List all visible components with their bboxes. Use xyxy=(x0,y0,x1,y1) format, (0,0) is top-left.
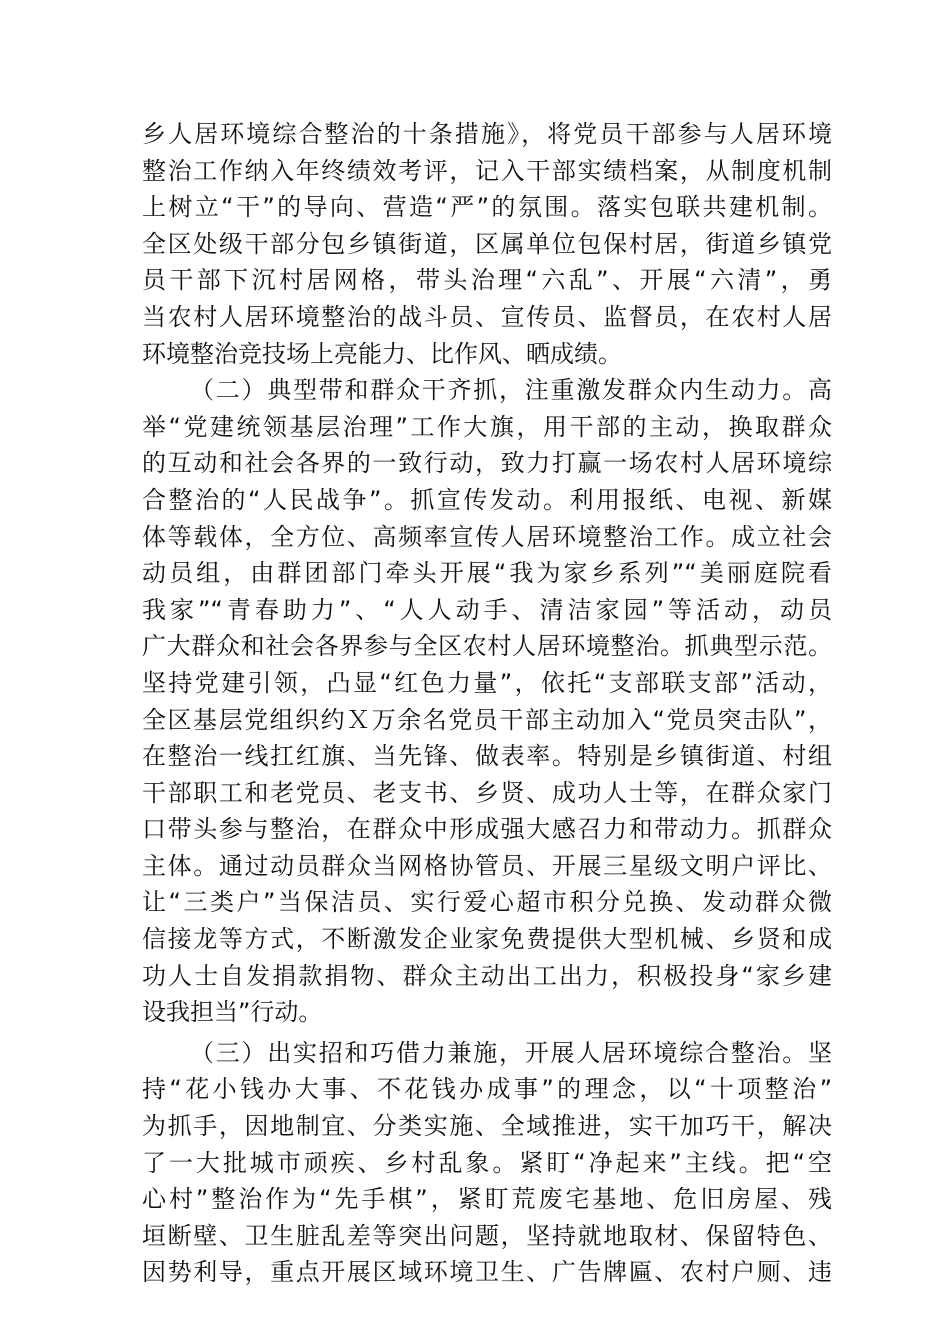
text-line: 动员组，由群团部门牵头开展“我为家乡系列”“美丽庭院看 xyxy=(142,559,832,588)
text-line: 当农村人居环境整治的战斗员、宣传员、监督员，在农村人居 xyxy=(142,302,832,331)
text-line: 让“三类户”当保洁员、实行爱心超市积分兑换、发动群众微 xyxy=(142,888,832,917)
text-line: 全区处级干部分包乡镇街道，区属单位包保村居，街道乡镇党 xyxy=(142,229,832,258)
text-line: 设我担当”行动。 xyxy=(142,998,323,1027)
text-line: 口带头参与整治，在群众中形成强大感召力和带动力。抓群众 xyxy=(142,815,832,844)
text-line: 员干部下沉村居网格，带头治理“六乱”、开展“六清”，勇 xyxy=(142,266,832,295)
section-heading-line: （二）典型带和群众干齐抓，注重激发群众内生动力。高 xyxy=(190,376,832,405)
text-line: 广大群众和社会各界参与全区农村人居环境整治。抓典型示范。 xyxy=(142,632,832,661)
text-line: 整治工作纳入年终绩效考评，记入干部实绩档案，从制度机制 xyxy=(142,156,832,185)
text-line: 功人士自发捐款捐物、群众主动出工出力，积极投身“家乡建 xyxy=(142,961,832,990)
text-line: 信接龙等方式，不断激发企业家免费提供大型机械、乡贤和成 xyxy=(142,925,832,954)
text-line: 坚持党建引领，凸显“红色力量”，依托“支部联支部”活动， xyxy=(142,668,832,697)
text-line: 环境整治竞技场上亮能力、比作风、晒成绩。 xyxy=(142,339,622,368)
paragraph xyxy=(142,116,832,372)
text-line: 的互动和社会各界的一致行动，致力打赢一场农村人居环境综 xyxy=(142,449,832,478)
text-line: 上树立“干”的导向、营造“严”的氛围。落实包联共建机制。 xyxy=(142,193,832,222)
paragraph xyxy=(142,1035,832,1291)
text-line: 持“花小钱办大事、不花钱办成事”的理念，以“十项整治” xyxy=(142,1075,832,1104)
text-line: 主体。通过动员群众当网格协管员、开展三星级文明户评比、 xyxy=(142,851,832,880)
text-line: 全区基层党组织约Ｘ万余名党员干部主动加入“党员突击队”， xyxy=(142,705,832,734)
text-line: 为抓手，因地制宜、分类实施、全域推进，实干加巧干，解决 xyxy=(142,1112,832,1141)
text-line: 乡人居环境综合整治的十条措施》，将党员干部参与人居环境 xyxy=(142,120,832,148)
text-line: 合整治的“人民战争”。抓宣传发动。利用报纸、电视、新媒 xyxy=(142,485,832,514)
section-heading-line: （三）出实招和巧借力兼施，开展人居环境综合整治。坚 xyxy=(190,1038,832,1067)
text-line: 干部职工和老党员、老支书、乡贤、成功人士等，在群众家门 xyxy=(142,778,832,807)
text-line: 了一大批城市顽疾、乡村乱象。紧盯“净起来”主线。把“空 xyxy=(142,1148,832,1177)
text-line: 心村”整治作为“先手棋”，紧盯荒废宅基地、危旧房屋、残 xyxy=(142,1185,832,1214)
paragraph xyxy=(142,372,832,1031)
text-line: 因势利导，重点开展区域环境卫生、广告牌匾、农村户厕、违 xyxy=(142,1258,832,1287)
document-body xyxy=(142,116,832,1291)
text-line: 在整治一线扛红旗、当先锋、做表率。特别是乡镇街道、村组 xyxy=(142,742,832,771)
text-line: 垣断壁、卫生脏乱差等突出问题，坚持就地取材、保留特色、 xyxy=(142,1221,832,1250)
text-line: 举“党建统领基层治理”工作大旗，用干部的主动，换取群众 xyxy=(142,412,832,441)
text-line: 体等载体，全方位、高频率宣传人居环境整治工作。成立社会 xyxy=(142,522,832,551)
text-line: 我家”“青春助力”、“人人动手、清洁家园”等活动，动员 xyxy=(142,595,832,624)
